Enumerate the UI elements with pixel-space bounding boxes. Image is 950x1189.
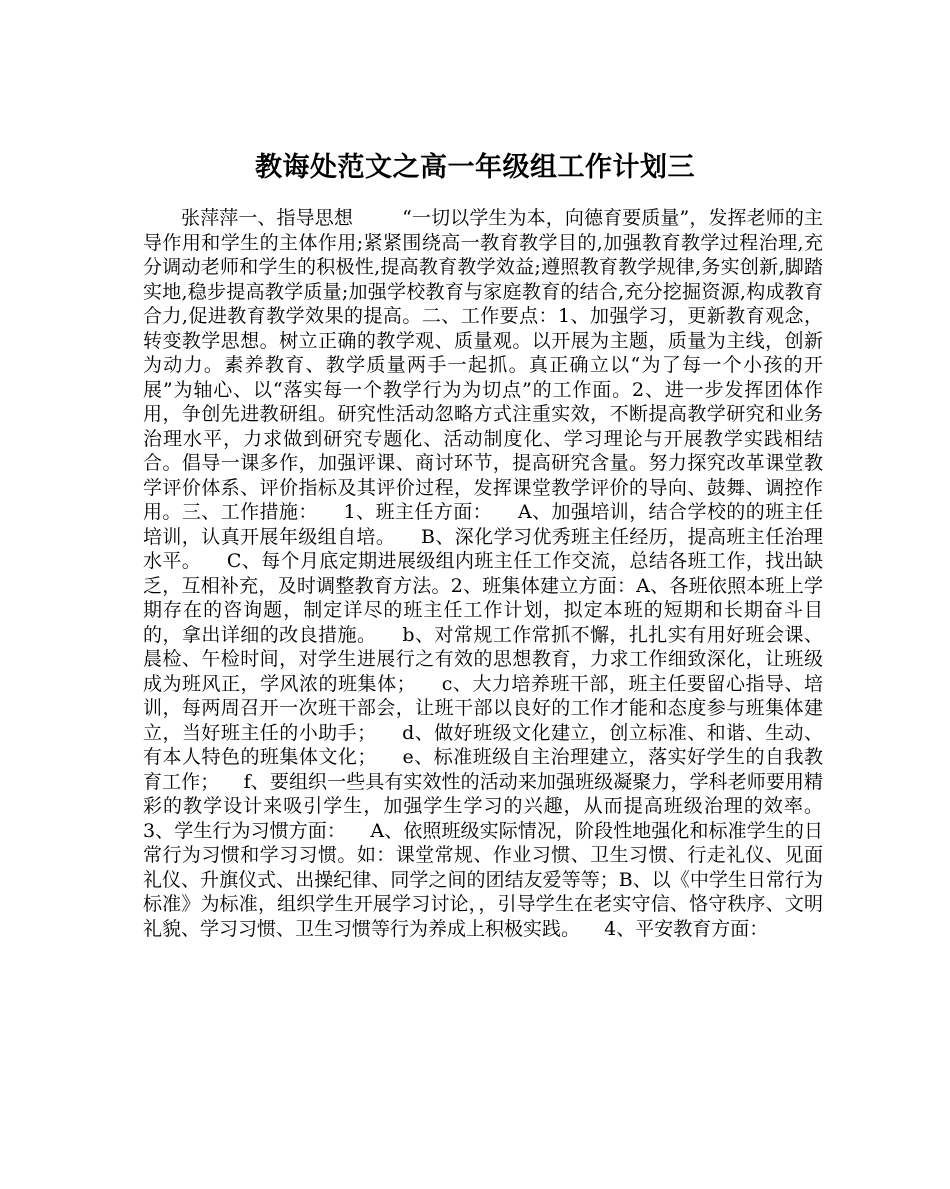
document-body-text: 张萍萍一、指导思想 “一切以学生为本，向德育要质量”，发挥老师的主导作用和学生的主体作用;紧紧围绕高一教育教学目的,加强教育教学过程治理,充分调动老师和学生的积极性,提高教育教学效益;遵照教育教学规律,务实创新,脚踏实地,稳步提高教学质量;加强学校教育与家庭教育的结合,充分挖掘资源,构成教育合力,促进教育教学效果的提高。二、工作要点：1、加强学习，更新教育观念，转变教学思想。树立正确的教学观、质量观。以开展为主题，质量为主线，创新为动力。素养教育、教学质量两手一起抓。真正确立以“为了每一个小孩的开展”为轴心、以“落实每一个教学行为为切点”的工作面。2、进一步发挥团体作用，争创先进教研组。研究性活动忽略方式注重实效，不断提高教学研究和业务治理水平，力求做到研究专题化、活动制度化、学习理论与开展教学实践相结合。倡导一课多作，加强评课、商讨环节，提高研究含量。努力探究改革课堂教学评价体系、评价指标及其评价过程，发挥课堂教学评价的导向、鼓舞、调控作用。三、工作措施： 1、班主任方面： A、加强培训，结合学校的的班主任培训，认真开展年级组自培。 B、深化学习优秀班主任经历，提高班主任治理水平。 C、每个月底定期进展级组内班主任工作交流，总结各班工作，找出缺乏，互相补充，及时调整教育方法。2、班集体建立方面：A、各班依照本班上学期存在的咨询题，制定详尽的班主任工作计划，拟定本班的短期和长期奋斗目的，拿出详细的改良措施。 b、对常规工作常抓不懈，扎扎实有用好班会课、晨检、午检时间，对学生进展行之有效的思想教育，力求工作细致深化，让班级成为班风正，学风浓的班集体； c、大力培养班干部，班主任要留心指导、培训，每两周召开一次班干部会，让班干部以良好的工作才能和态度参与班集体建立，当好班主任的小助手； d、做好班级文化建立，创立标准、和谐、生动、有本人特色的班集体文化； e、标准班级自主治理建立，落实好学生的自我教育工作； f、要组织一些具有实效性的活动来加强班级凝聚力，学科老师要用精彩的教学设计来吸引学生，加强学生学习的兴趣，从而提高班级治理的效率。 3、学生行为习惯方面： A、依照班级实际情况，阶段性地强化和标准学生的日常行为习惯和学习习惯。如：课堂常规、作业习惯、卫生习惯、行走礼仪、见面礼仪、升旗仪式、出操纪律、同学之间的团结友爱等等；B、以《中学生日常行为标准》为标准，组织学生开展学习讨论，，引导学生在老实守信、恪守秩序、文明礼貌、学习习惯、卫生习惯等行为养成上积极实践。 4、平安教育方面：: [143, 207, 848, 940]
document-title: 教诲处范文之高一年级组工作计划三: [255, 152, 695, 184]
